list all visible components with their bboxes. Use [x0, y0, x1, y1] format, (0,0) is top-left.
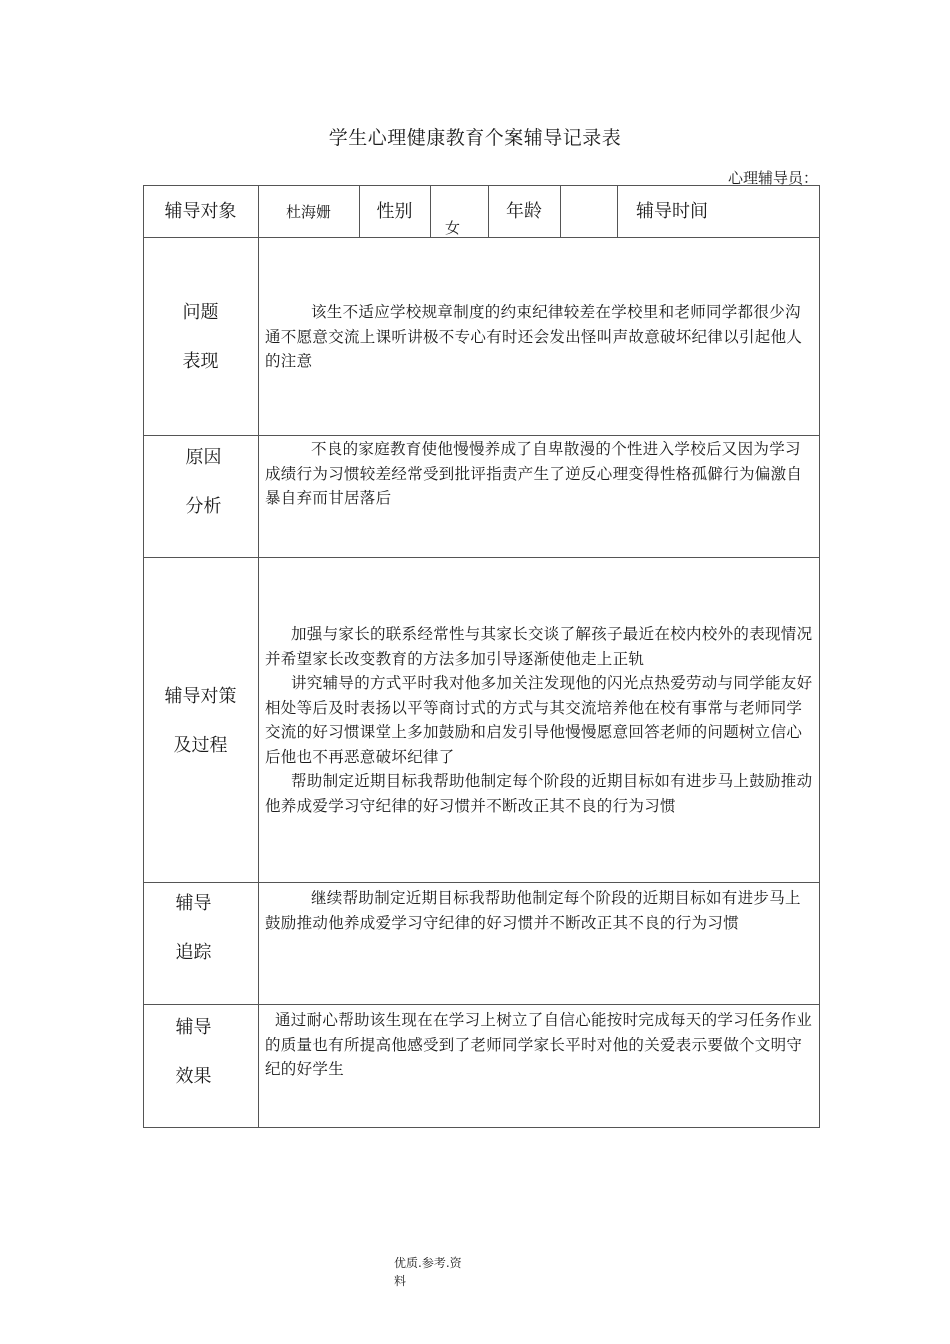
- row-divider: [143, 557, 820, 558]
- counselor-label: 心理辅导员：: [727, 169, 818, 187]
- subject-name: 杜海姗: [285, 203, 331, 221]
- column-divider: [560, 185, 561, 237]
- strategy-label-line2: 及过程: [173, 735, 228, 756]
- effect-label-line1: 辅导: [175, 1017, 212, 1038]
- row-divider: [143, 237, 820, 238]
- problem-label-line1: 问题: [182, 302, 219, 323]
- footer-line1: 优质.参考.资: [394, 1256, 462, 1270]
- time-label: 辅导时间: [636, 201, 708, 222]
- tracking-label-line2: 追踪: [175, 942, 212, 963]
- strategy-paragraph-2: 讲究辅导的方式平时我对他多加关注发现他的闪光点热爱劳动与同学能友好相处等后及时表扬以平等商讨式的方式与其交流培养他在校有事常与老师同学交流的好习惯课堂上多加鼓励和启发引导他慢慢愿意回答老师的问题树立信心后他也不再恶意破坏纪律了: [265, 674, 813, 766]
- effect-label-line2: 效果: [175, 1066, 212, 1087]
- age-label: 年龄: [506, 201, 542, 222]
- subject-label: 辅导对象: [164, 201, 237, 222]
- effect-text: [265, 1008, 815, 1082]
- footer-line2: 料: [394, 1274, 407, 1288]
- tracking-paragraph: 继续帮助制定近期目标我帮助他制定每个阶段的近期目标如有进步马上鼓励推动他养成爱学习守纪律的好习惯并不断改正其不良的行为习惯: [265, 889, 801, 932]
- tracking-text: [265, 886, 815, 935]
- strategy-label-line1: 辅导对策: [164, 686, 237, 707]
- strategy-text: [265, 622, 815, 818]
- problem-text: [265, 300, 815, 374]
- cause-label-line2: 分析: [185, 496, 222, 517]
- page-title: 学生心理健康教育个案辅导记录表: [328, 127, 622, 149]
- effect-paragraph: 通过耐心帮助该生现在在学习上树立了自信心能按时完成每天的学习任务作业的质量也有所提高他感受到了老师同学家长平时对他的关爱表示要做个文明守纪的好学生: [265, 1011, 813, 1078]
- cause-label-line1: 原因: [185, 447, 222, 468]
- problem-label-line2: 表现: [182, 351, 219, 372]
- column-divider: [258, 185, 259, 1128]
- tracking-label-line1: 辅导: [175, 893, 212, 914]
- gender-label: 性别: [376, 201, 413, 222]
- footer-watermark: [394, 1254, 474, 1290]
- cause-paragraph: 不良的家庭教育使他慢慢养成了自卑散漫的个性进入学校后又因为学习成绩行为习惯较差经常受到批评指责产生了逆反心理变得性格孤僻行为偏激自暴自弃而甘居落后: [265, 440, 803, 507]
- strategy-paragraph-3: 帮助制定近期目标我帮助他制定每个阶段的近期目标如有进步马上鼓励推动他养成爱学习守纪律的好习惯并不断改正其不良的行为习惯: [265, 772, 813, 815]
- problem-paragraph: 该生不适应学校规章制度的约束纪律较差在学校里和老师同学都很少沟通不愿意交流上课听讲极不专心有时还会发出怪叫声故意破坏纪律以引起他人的注意: [265, 303, 803, 370]
- cause-text: [265, 437, 815, 511]
- gender-value: 女: [444, 219, 460, 237]
- strategy-paragraph-1: 加强与家长的联系经常性与其家长交谈了解孩子最近在校内校外的表现情况并希望家长改变教育的方法多加引导逐渐使他走上正轨: [265, 625, 813, 668]
